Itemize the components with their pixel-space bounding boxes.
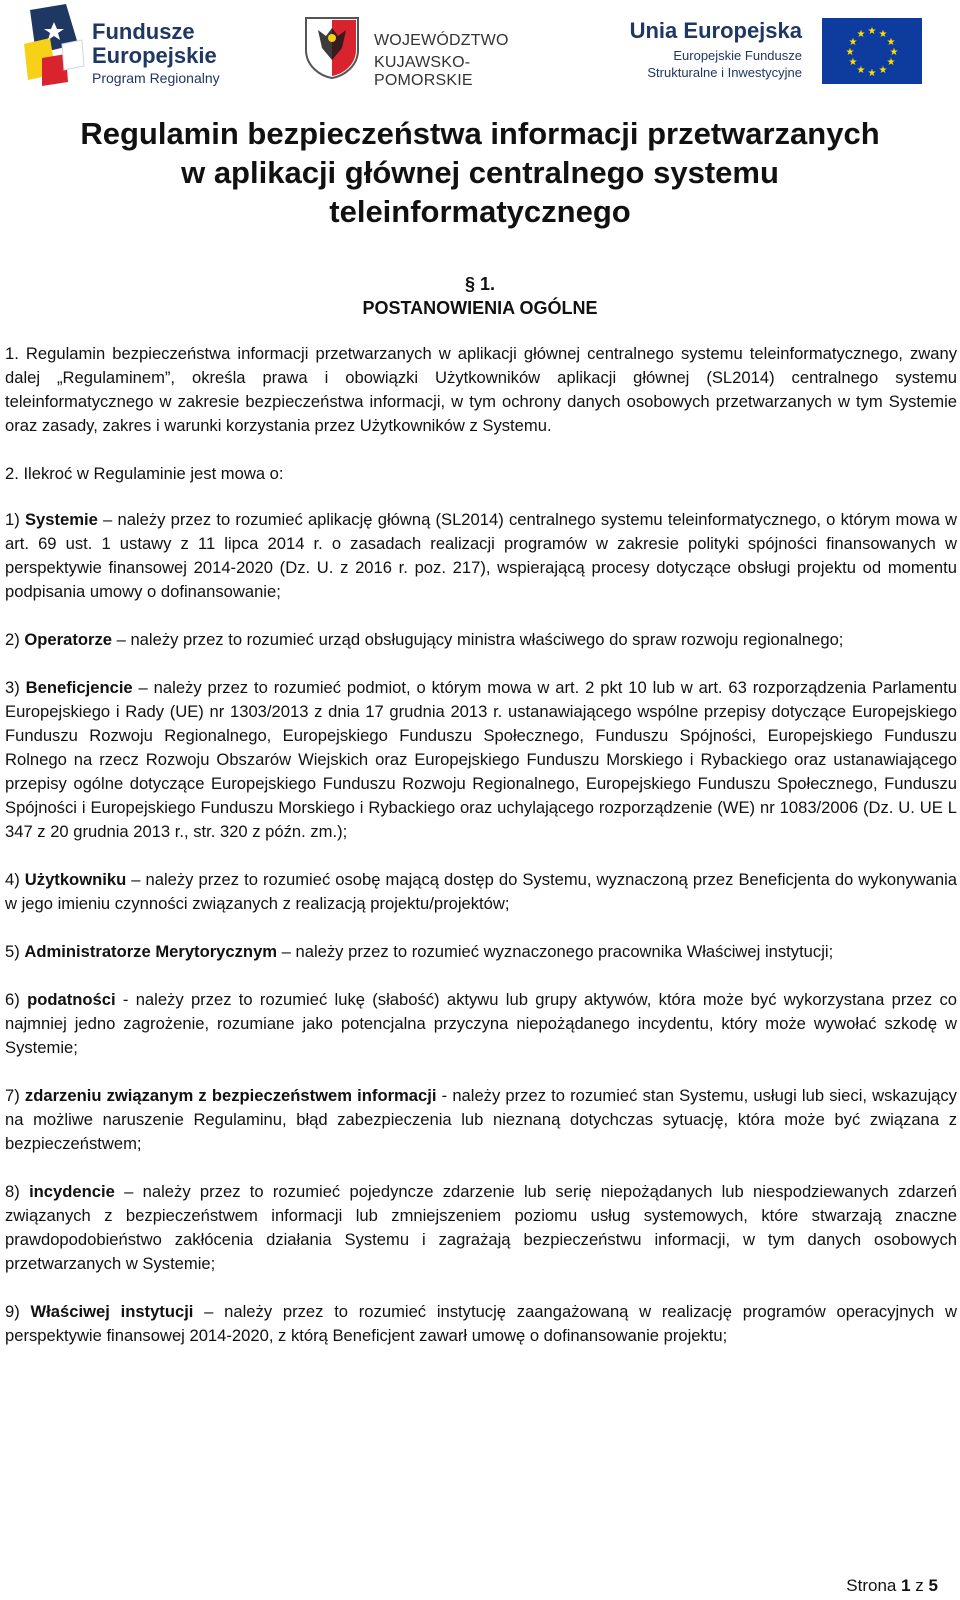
fundusze-logo-line2: Europejskie	[92, 43, 217, 68]
definition-separator: –	[114, 1182, 143, 1201]
definition-number: 5)	[5, 942, 20, 961]
definition-number: 7)	[5, 1086, 20, 1105]
svg-text:★: ★	[867, 68, 877, 79]
definition-term: Operatorze	[24, 630, 112, 649]
fundusze-europejskie-logo	[22, 4, 252, 90]
definition-separator: –	[193, 1302, 225, 1321]
definition-separator: -	[115, 990, 136, 1009]
page-total: 5	[928, 1576, 938, 1595]
eu-flag-icon	[822, 18, 922, 84]
document-title	[0, 114, 960, 231]
fundusze-europejskie-emblem-icon	[22, 4, 88, 88]
definition-item	[5, 1180, 957, 1276]
definition-item	[5, 940, 957, 964]
page-number	[846, 1576, 938, 1596]
definition-term: Właściwej instytucji	[30, 1302, 194, 1321]
definition-separator: –	[97, 510, 118, 529]
header-logos	[0, 0, 960, 96]
fundusze-logo-line1: Fundusze	[92, 19, 195, 44]
ue-logo-line1: Unia Europejska	[629, 18, 802, 43]
definition-term: Systemie	[24, 510, 98, 529]
page-separator: z	[915, 1576, 924, 1595]
definition-number: 3)	[5, 678, 20, 697]
definition-text: należy przez to rozumieć wyznaczonego pracownika Właściwej instytucji;	[295, 942, 834, 961]
definition-separator: -	[436, 1086, 453, 1105]
definition-text: należy przez to rozumieć pojedyncze zdarzenie lub serię niepożądanych lub niespodziewanych zdarzeń związanych z bezpieczeństwem informacji lub zmniejszeniem poziomu usług systemowych, które stwarzają znaczne prawdopodobieństwo zakłócenia działania Systemu i zagrażają bezpieczeństwu informacji, w tym danych osobowych przetwarzanych w Systemie;	[5, 1182, 957, 1273]
definition-number: 8)	[5, 1182, 20, 1201]
definition-separator: –	[126, 870, 146, 889]
definition-term: zdarzeniu związanym z bezpieczeństwem informacji	[24, 1086, 437, 1105]
definition-separator: –	[277, 942, 296, 961]
definition-number: 6)	[5, 990, 20, 1009]
section-number: § 1.	[464, 274, 496, 294]
unia-europejska-logo	[616, 14, 936, 90]
document-title-line1: Regulamin bezpieczeństwa informacji przetwarzanych	[80, 116, 880, 151]
svg-text:★: ★	[886, 57, 896, 68]
definition-item	[5, 676, 957, 844]
svg-text:★: ★	[886, 37, 896, 48]
definition-number: 1)	[5, 510, 20, 529]
page-current: 1	[901, 1576, 911, 1595]
section-heading	[0, 272, 960, 320]
definition-text: należy przez to rozumieć stan Systemu, usługi lub sieci, wskazujący na możliwe naruszenie Regulaminu, błąd zabezpieczenia lub nieznaną dotychczas sytuację, która może być związana z bezpieczeństwem;	[5, 1086, 957, 1153]
definition-item	[5, 1084, 957, 1156]
wojewodztwo-logo-line1: WOJEWÓDZTWO	[374, 32, 509, 49]
definition-number: 2)	[5, 630, 20, 649]
svg-text:★: ★	[889, 47, 899, 58]
definition-item	[5, 868, 957, 916]
definition-text: należy przez to rozumieć podmiot, o którym mowa w art. 2 pkt 10 lub w art. 63 rozporządzenia Parlamentu Europejskiego i Rady (UE) nr 1303/2013 z dnia 17 grudnia 2013 r. ustanawiającego wspólne przepisy dotyczące Europejskiego Funduszu Rozwoju Regionalnego, Europejskiego Funduszu Społecznego, Funduszu Spójności, Europejskiego Funduszu Rolnego na rzecz Rozwoju Obszarów Wiejskich oraz Europejskiego Funduszu Morskiego i Rybackiego oraz ustanawiającego przepisy ogólne dotyczące Europejskiego Funduszu Rozwoju Regionalnego, Europejskiego Funduszu Społecznego, Funduszu Spójności i Europejskiego Funduszu Morskiego i Rybackiego oraz uchylającego rozporządzenie (WE) nr 1083/2006 (Dz. U. UE L 347 z 20 grudnia 2013 r., str. 320 z późn. zm.);	[5, 678, 957, 841]
coat-of-arms-icon	[302, 14, 362, 80]
page-label: Strona	[846, 1576, 897, 1595]
definition-item	[5, 1300, 957, 1348]
definition-separator: –	[132, 678, 154, 697]
svg-text:★: ★	[856, 65, 866, 76]
svg-text:★: ★	[856, 29, 866, 40]
definition-term: Użytkowniku	[24, 870, 127, 889]
definition-separator: –	[112, 630, 131, 649]
svg-text:★: ★	[848, 37, 858, 48]
section-title: POSTANOWIENIA OGÓLNE	[362, 298, 598, 318]
svg-text:★: ★	[878, 29, 888, 40]
definition-term: Administratorze Merytorycznym	[24, 942, 278, 961]
definition-number: 9)	[5, 1302, 20, 1321]
definition-term: incydencie	[29, 1182, 115, 1201]
ue-logo-line3: Strukturalne i Inwestycyjne	[647, 65, 802, 80]
wojewodztwo-logo	[302, 14, 562, 89]
document-title-line2: w aplikacji głównej centralnego systemu	[181, 155, 779, 190]
document-body	[5, 342, 957, 1372]
paragraph-2: 2. Ilekroć w Regulaminie jest mowa o:	[5, 464, 284, 483]
svg-text:★: ★	[878, 65, 888, 76]
definition-number: 4)	[5, 870, 20, 889]
paragraph-1: 1. Regulamin bezpieczeństwa informacji przetwarzanych w aplikacji głównej centralnego systemu teleinformatycznego, zwany dalej „Regulaminem”, określa prawa i obowiązki Użytkowników aplikacji głównej (SL2014) centralnego systemu teleinformatycznego w zakresie bezpieczeństwa informacji, w tym ochrony danych osobowych przetwarzanych w tym Systemie oraz zasady, zakres i warunki korzystania przez Użytkowników z Systemu.	[5, 344, 957, 435]
definition-item	[5, 628, 957, 652]
definition-term: podatności	[27, 990, 116, 1009]
definition-term: Beneficjencie	[25, 678, 133, 697]
definition-item	[5, 988, 957, 1060]
definition-text: należy przez to rozumieć urząd obsługujący ministra właściwego do spraw rozwoju regionalnego;	[130, 630, 844, 649]
definition-item	[5, 508, 957, 604]
fundusze-logo-line3: Program Regionalny	[92, 70, 220, 86]
definition-text: należy przez to rozumieć lukę (słabość) aktywu lub grupy aktywów, która może być wykorzystana przez co najmniej jedno zagrożenie, rozumiane jako potencjalna przyczyna niepożądanego incydentu, który może wywołać szkodę w Systemie;	[5, 990, 957, 1057]
svg-text:★: ★	[848, 57, 858, 68]
wojewodztwo-logo-line2: KUJAWSKO-POMORSKIE	[374, 54, 473, 89]
definition-text: należy przez to rozumieć aplikację główną (SL2014) centralnego systemu teleinformatycznego, o którym mowa w art. 69 ust. 1 ustawy z 11 lipca 2014 r. o zasadach realizacji programów w zakresie polityki spójności finansowanych w perspektywie finansowej 2014-2020 (Dz. U. z 2016 r. poz. 217), wspierającą procesy dotyczące obsługi projektu od momentu podpisania umowy o dofinansowanie;	[5, 510, 957, 601]
definition-text: należy przez to rozumieć instytucję zaangażowaną w realizację programów operacyjnych w perspektywie finansowej 2014-2020, z którą Beneficjent zawarł umowę o dofinansowanie projektu;	[5, 1302, 957, 1345]
svg-text:★: ★	[867, 26, 877, 37]
svg-text:★: ★	[845, 47, 855, 58]
ue-logo-line2: Europejskie Fundusze	[673, 48, 802, 63]
document-title-line3: teleinformatycznego	[329, 194, 631, 229]
definition-text: należy przez to rozumieć osobę mającą dostęp do Systemu, wyznaczoną przez Beneficjenta do wykonywania w jego imieniu czynności związanych z realizacją projektu/projektów;	[5, 870, 957, 913]
